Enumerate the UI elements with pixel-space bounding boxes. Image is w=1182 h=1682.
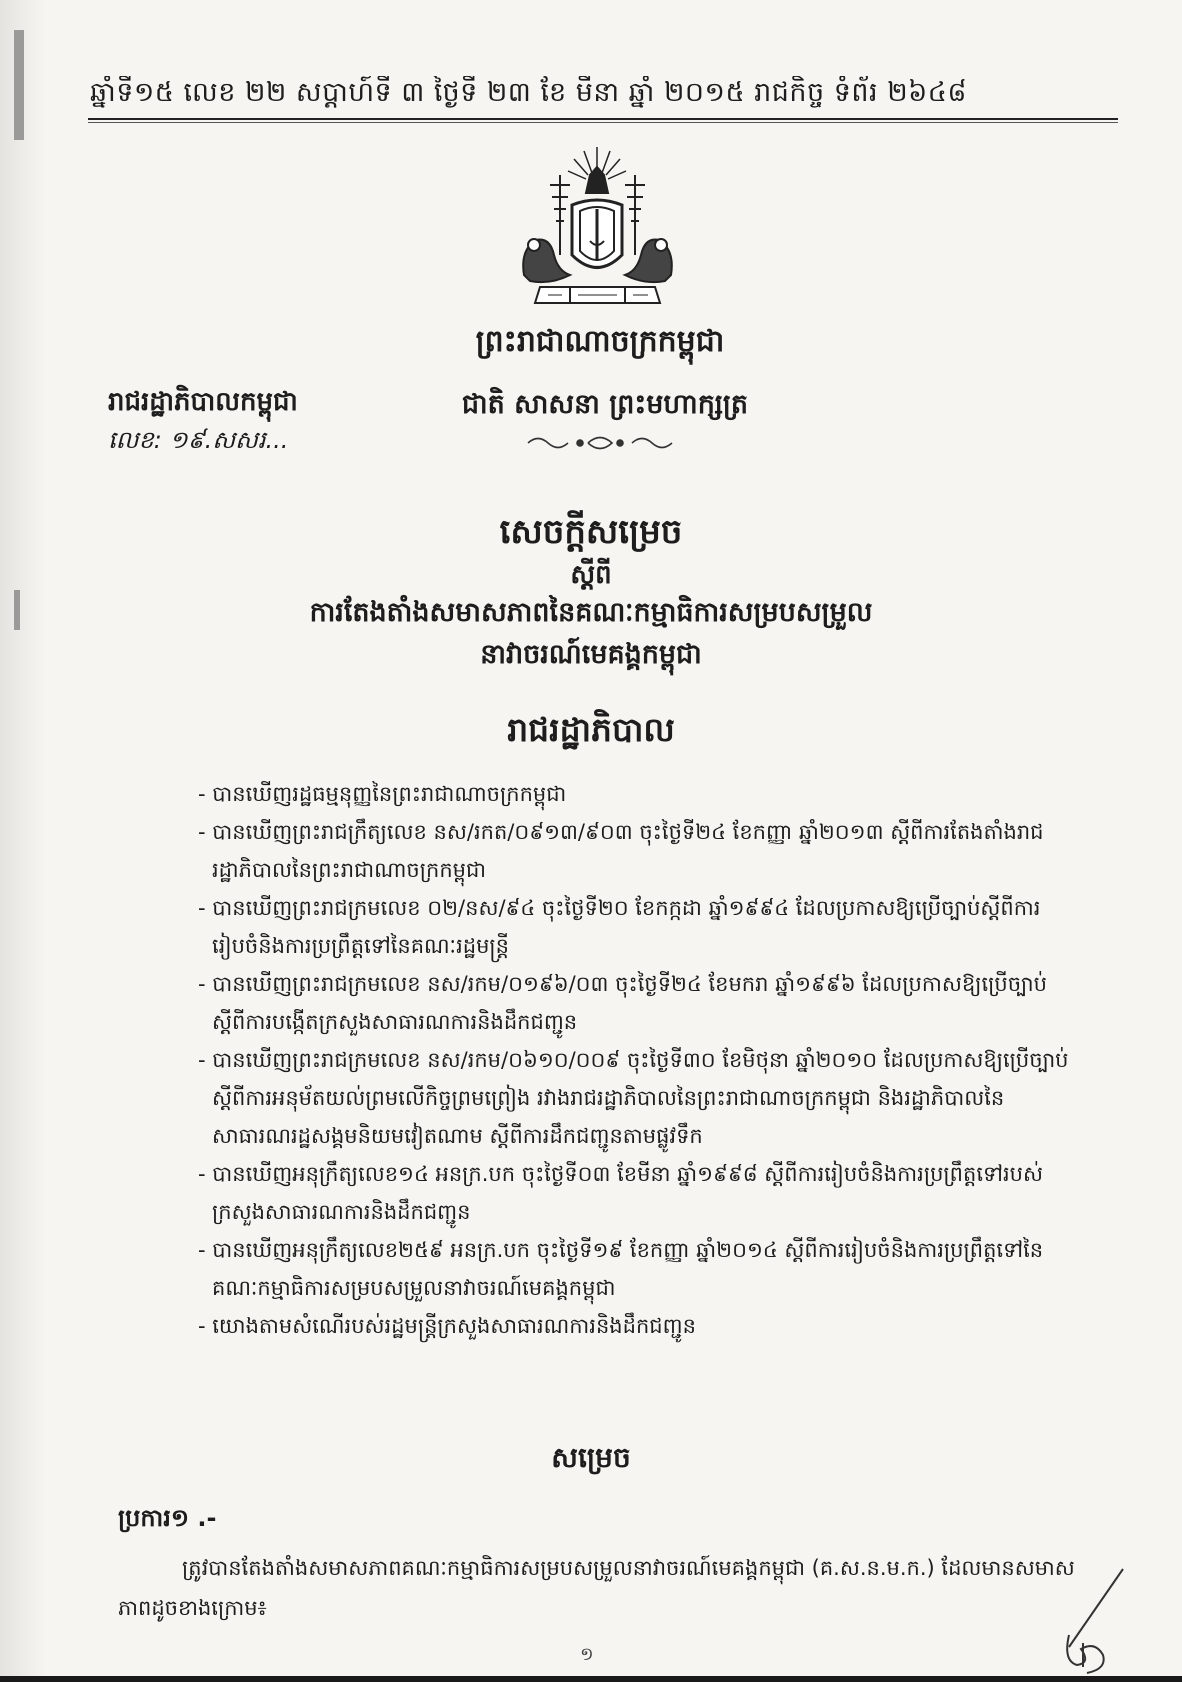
page-bottom-edge (0, 1676, 1182, 1682)
scan-edge-shadow (0, 0, 46, 1682)
issuing-authority: រាជរដ្ឋាភិបាល (507, 710, 675, 749)
article-label: ប្រការ១ .- (118, 1504, 217, 1532)
document-title: សេចក្តីសម្រេច (499, 512, 683, 552)
consideration-item: - បានឃើញព្រះរាជក្រឹត្យលេខ នស/រកត/០៩១៣/៩០៣ ចុះថ្ងៃទី២៤ ខែកញ្ញា ឆ្នាំ២០១៣ ស្តីពីការតែងតាំងរាជរដ្ឋាភិបាលនៃព្រះរាជាណាចក្រកម្ពុជា (198, 820, 1044, 882)
title-subject-line1: ការតែងតាំងសមាសភាពនៃគណៈកម្មាធិការសម្របសម្រួល (309, 597, 873, 628)
considerations-list (198, 775, 1078, 1345)
consideration-item: - យោងតាមសំណើរបស់រដ្ឋមន្ត្រីក្រសួងសាធារណការនិងដឹកជញ្ជូន (198, 1314, 696, 1338)
title-subject-line2: នាវាចរណ៍មេគង្គកម្ពុជា (480, 639, 702, 670)
divider-ornament-icon (520, 432, 680, 454)
gazette-header: ឆ្នាំទី១៥ លេខ ២២ សប្តាហ៍ទី ៣ ថ្ងៃទី ២៣ ខែ មីនា ឆ្នាំ ២០១៥ រាជកិច្ច ទំព័រ ២៦៤៨ (90, 77, 967, 108)
consideration-item: - បានឃើញអនុក្រឹត្យលេខ១៤ អនក្រ.បក ចុះថ្ងៃទី០៣ ខែមីនា ឆ្នាំ១៩៩៨ ស្តីពីការរៀបចំនិងការប្រព្រឹត្តទៅរបស់ក្រសួងសាធារណការនិងដឹកជញ្ជូន (198, 1162, 1043, 1224)
royal-coat-of-arms-icon (510, 145, 685, 320)
document-number: លេខ: ១៩.សសរ... (108, 426, 289, 454)
consideration-item: - បានឃើញអនុក្រឹត្យលេខ២៥៩ អនក្រ.បក ចុះថ្ងៃទី១៩ ខែកញ្ញា ឆ្នាំ២០១៤ ស្តីពីការរៀបចំនិងការប្រព្រឹត្តទៅនៃគណៈកម្មាធិការសម្របសម្រួលនាវាចរណ៍មេគង្គកម្ពុជា (198, 1238, 1044, 1300)
issuing-government: រាជរដ្ឋាភិបាលកម្ពុជា (108, 387, 298, 417)
header-rule (88, 118, 1118, 123)
consideration-item: - បានឃើញរដ្ឋធម្មនុញ្ញនៃព្រះរាជាណាចក្រកម្ពុជា (198, 782, 567, 806)
national-motto: ជាតិ សាសនា ព្រះមហាក្សត្រ (461, 389, 749, 420)
consideration-item: - បានឃើញព្រះរាជក្រមលេខ នស/រកម/០៦១០/០០៩ ចុះថ្ងៃទី៣០ ខែមិថុនា ឆ្នាំ២០១០ ដែលប្រកាសឱ្យប្រើច្បាប់ស្តីពីការអនុម័តយល់ព្រមលើកិច្ចព្រមព្រៀង រវាងរាជរដ្ឋាភិបាលនៃព្រះរាជាណាចក្រកម្ពុជា និងរដ្ឋាភិបាលនៃសាធារណរដ្ឋសង្គមនិយមវៀតណាម ស្តីពីការដឹកជញ្ជូនតាមផ្លូវទឹក (198, 1048, 1069, 1148)
consideration-item: - បានឃើញព្រះរាជក្រមលេខ ០២/នស/៩៤ ចុះថ្ងៃទី២០ ខែកក្កដា ឆ្នាំ១៩៩៤ ដែលប្រកាសឱ្យប្រើច្បាប់ស្តីពីការរៀបចំនិងការប្រព្រឹត្តទៅនៃគណៈរដ្ឋមន្ត្រី (198, 896, 1041, 958)
kingdom-title: ព្រះរាជាណាចក្រកម្ពុជា (475, 324, 725, 359)
handwritten-initial-icon (1025, 1565, 1135, 1675)
scan-mark (14, 30, 24, 140)
title-about: ស្តីពី (570, 560, 612, 590)
decision-heading: សម្រេច (551, 1441, 631, 1474)
page-number: ១ (580, 1644, 594, 1665)
consideration-item: - បានឃើញព្រះរាជក្រមលេខ នស/រកម/០១៩៦/០៣ ចុះថ្ងៃទី២៤ ខែមករា ឆ្នាំ១៩៩៦ ដែលប្រកាសឱ្យប្រើច្បាប់ស្តីពីការបង្កើតក្រសួងសាធារណការនិងដឹកជញ្ជូន (198, 972, 1047, 1034)
article-body: ត្រូវបានតែងតាំងសមាសភាពគណៈកម្មាធិការសម្របសម្រួលនាវាចរណ៍មេគង្គកម្ពុជា (គ.ស.ន.ម.ក.) ដែលមានសមាសភាពដូចខាងក្រោម៖ (118, 1556, 1075, 1620)
